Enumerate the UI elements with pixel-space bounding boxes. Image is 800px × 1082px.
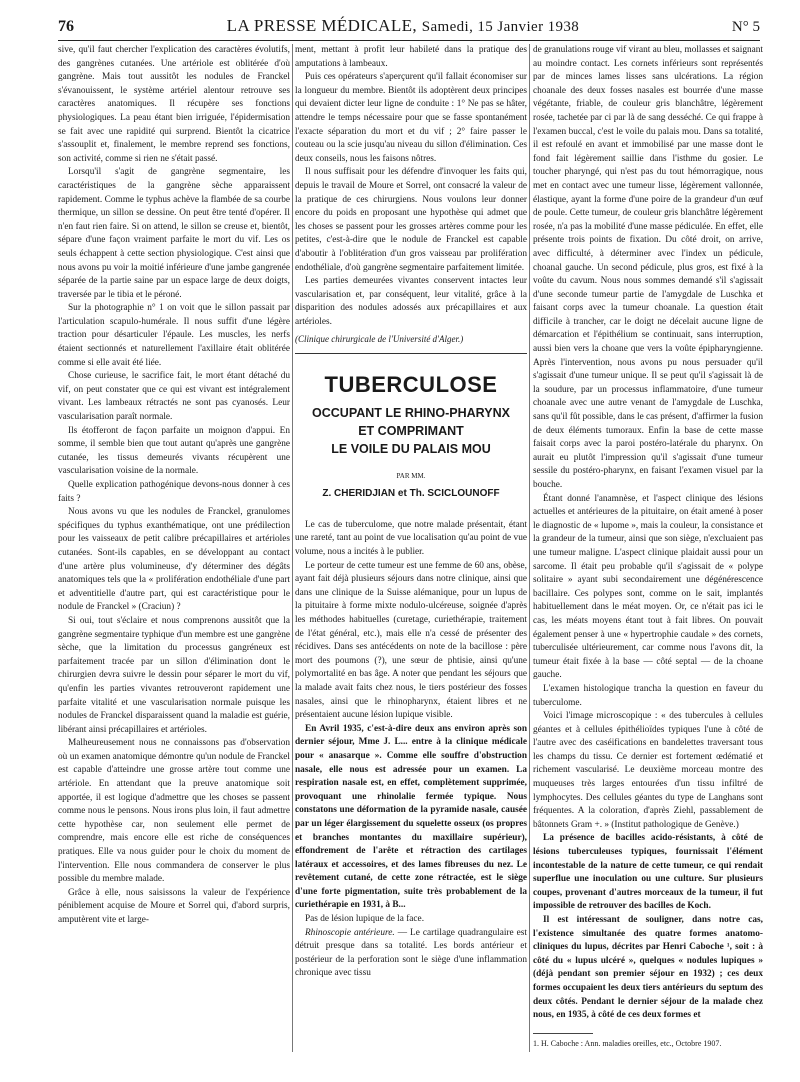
journal-title-line [227,16,580,36]
page-header [58,16,760,42]
paragraph [295,927,527,981]
journal-date: Samedi, 15 Janvier 1938 [421,19,580,35]
column-middle [295,44,527,981]
column-left [58,44,290,928]
page-number: 76 [58,18,74,35]
paragraph: Il est intéressant de souligner, dans notre cas, l'existence simultanée des quatre formes anatomo-cliniques du lupus, décrites par Henri Caboche ¹, soit : à côté du « lupus ulcéré », quelques « nodules lupiques » (déjà pendant son premier séjour en 1932) ; ces deux formes occupaient les deux tiers antérieurs du septum des deux côtés. Pendant le dernier séjour de la malade chez nous, en 1935, à côté de ces deux formes et [533,915,763,1021]
section-label: Rhinoscopie antérieure. [305,927,395,938]
paragraph: Pas de lésion lupique de la face. [305,914,425,925]
paragraph: Malheureusement nous ne connaissons pas d'observation où un examen anatomique démontre qu'un nodule de Franckel est capable d'atteindre une grosse artère tout comme une artériole. En attendant que la preuve anatomique soit apportée, il est logique d'admettre que les choses se passent comme nous le pensons. Nous irons plus loin, il faut admettre cette hypothèse car, non seulement elle permet de comprendre, mais encore elle est riche de conséquences pratiques. Elle va nous guider pour le choix du moment de l'intervention. Elle nous commandera de conserver le plus possible du membre malade. [58,738,290,885]
paragraph: Si oui, tout s'éclaire et nous comprenons aussitôt que la gangrène segmentaire typhique d'un membre est une gangrène sèche, que la limitation du processus gangréneux est parfaitement tracée par un sillon d'élimination dont le chirurgien devra suivre le dessin pour séparer le mort du vif, qu'enfin les parties vivantes retrouveront rapidement une parfaite vitalité et une vascularisation normale puisque les nodules de Franckel disparaissent quand la maladie est guérie, libérant ainsi précapillaires et artérioles. [58,615,290,735]
header-rule [58,40,760,41]
paragraph: Le porteur de cette tumeur est une femme de 60 ans, obèse, ayant fait déjà plusieurs séjours dans notre clinique, ainsi que dans une clinique de la Suisse alémanique, pour un lupus de la pituitaire à forme mixte nodulo-ulcéreuse, soignée d'après les méthodes habituelles (curetage, curiethérapie, traitement de l'état général, etc.), mais elle n'a cessé de présenter des récidives. Dans ses antécédents on note de la bacillose : père mort des poumons (?), une sœur de phtisie, ainsi qu'une polymortalité en bas âge. A noter que pendant les séjours que la malade avait faits chez nous, le tiers postérieur des fosses nasales, ainsi que le rhinopharynx, étaient libres et ne présentaient aucune lésion lupique visible. [295,560,527,721]
paragraph: En Avril 1935, c'est-à-dire deux ans environ après son dernier séjour, Mme J. L... entre à la clinique médicale pour « anasarque ». Comme elle souffre d'obstruction nasale, elle nous est adressée pour un examen. La respiration nasale est, en effet, complètement supprimée, provoquant une rhinolalie fermée typique. Nous constatons une déformation de la pyramide nasale, causée par un léger élargissement du squelette osseux (os propres et branches montantes du maxillaire supérieur), effondrement de l'arête et rétraction des cartilages latéraux et accessoires, et des lames fibreuses du nez. Le revêtement cutané, de cette zone rétractée, est le siège d'une forte pigmentation, suite très probablement de la curiethérapie en 1931, à B... [295,723,527,911]
article-subtitle: ET COMPRIMANT [358,423,464,438]
paragraph: Il nous suffisait pour les défendre d'invoquer les faits qui, depuis le travail de Moure et Sorrel, ont consacré la valeur de la pratique de ces chirurgiens. Nous voulons leur donner encore du poids en proposant une hypothèse qui admet que les choses se passent pour les grosses artères comme pour les petites, c'est-à-dire que le nodule de Franckel est capable d'aboutir à l'oblitération d'un gros vaisseau par prolifération endothéliale, d'où gangrène segmentaire parfaitement limitée. [295,167,527,273]
article-authors: Z. CHERIDJIAN et Th. SCICLOUNOFF [322,488,500,500]
paragraph: L'examen histologique trancha la question en faveur du tuberculome. [533,683,763,708]
paragraph: Étant donné l'anamnèse, et l'aspect clinique des lésions actuelles et antérieures de la pituitaire, on était amené à poser le diagnostic de « lupome », mais la couleur, la consistance et la grandeur de la tumeur, ainsi que son siège, n'excluaient pas une tumeur maligne. L'aspect clinique plaidait aussi pour un sarcome. Il était peu probable qu'il s'agissait de « polype solitaire » ayant subi secondairement une dégénérescence bacillaire. Ces polypes sont, comme on le sait, implantés habituellement dans le méat moyen. Or, ce n'était pas ici le cas, les méats moyens étant tout à fait libres. On pouvait également penser à une « hypertrophie caudale » des cornets, tuberculisée ultérieurement, car comme nous l'avons dit, la tumeur était fixée à la base — côté septal — de la choane gauche. [533,493,763,681]
paragraph: Nous avons vu que les nodules de Franckel, granulomes spécifiques du typhus exanthématique, ont une prédilection pour les vaisseaux de petit calibre précapillaires et artérioles cutanées. Sont-ils capables, en se développant au contact d'une artère plus volumineuse, d'y déterminer des dégâts anatomiques tels que la « prolifération endothéliale d'une part et adventitielle d'autre part, qui est caractéristique pour le nodule de Franckel » (Craciun) ? [58,507,290,613]
journal-title: LA PRESSE MÉDICALE, [226,16,418,35]
paragraph: Voici l'image microscopique : « des tubercules à cellules géantes et à cellules épithélioïdes typiques l'une à côté de l'autre avec des caséifications en bandelettes traversant tous les champs du tissu. Ce dernier est fortement œdématié et richement vascularisé. Le deuxième morceau montre des muqueuses très larges entourées d'un tissu infiltré de lymphocytes. Des cellules géantes du type de Langhans sont fréquentes. A la coloration, d'après Ziehl, passablement de bâtonnets Gram +. » (Institut pathologique de Genève.) [533,711,763,830]
article-heading [295,372,527,458]
paragraph: La présence de bacilles acido-résistants, à côté de lésions tuberculeuses typiques, fournissait l'élément incontestable de la nature de cette tumeur, ce qui rendait superflue une inoculation ou une culture. Sur plusieurs coupes, provenant d'autres morceaux de la tumeur, il fut impossible de retrouver des bacilles de Koch. [533,833,763,912]
article-subtitle: LE VOILE DU PALAIS MOU [331,441,491,456]
article-separator [295,353,527,354]
column-divider [529,44,530,1052]
issue-number: N° 5 [731,19,760,35]
paragraph: Le cas de tuberculome, que notre malade présentait, étant une rareté, tant au point de vue localisation qu'au point de vue volume, nous a incités à le publier. [295,519,527,558]
paragraph: Chose curieuse, le sacrifice fait, le mort étant détaché du vif, on peut constater que ce qui est vivant est intégralement vivant. Les lambeaux rétractés ne sont pas cyanosés. Leur vascularisation paraît normale. [58,371,290,423]
paragraph: Sur la photographie n° 1 on voit que le sillon passait par l'articulation scapulo-humérale. Il nous suffit d'une légère traction pour désarticuler l'épaule. Les muscles, les nerfs étaient sectionnés et naturellement l'axillaire était oblitérée comme si elle avait été liée. [58,303,290,368]
article-credit: (Clinique chirurgicale de l'Université d'Alger.) [295,334,464,345]
article-title: TUBERCULOSE [324,372,498,398]
paragraph: Les parties demeurées vivantes conservent intactes leur vascularisation et, par conséquent, leur vitalité, grâce à la disparition des nodules adossés aux précapillaires et aux artérioles. [295,276,527,327]
paragraph: Grâce à elle, nous saisissons la valeur de l'expérience péniblement acquise de Moure et Sorrel qui, d'abord surpris, amputèrent vite et large- [58,887,290,925]
footnote-rule [533,1033,593,1034]
article-subtitle: OCCUPANT LE RHINO-PHARYNX [312,405,510,420]
by-line-label: PAR MM. [396,471,426,480]
paragraph: Puis ces opérateurs s'aperçurent qu'il fallait économiser sur la longueur du membre. Bientôt ils adoptèrent deux principes qui devaient dicter leur ligne de conduite : 1° Ne pas se hâter, attendre le temps nécessaire pour que se fasse spontanément l'exacte séparation du mort et du vif ; 2° faire passer le couteau ou la scie jusqu'au niveau du sillon d'élimination. Ces deux conseils, nous les faisons nôtres. [295,72,527,164]
paragraph-text: — Le cartilage quadrangulaire est détruit presque dans sa totalité. Les bords antérieur et postérieur de la perforation sont le siège d'une inflammation chronique avec tissu [295,927,527,979]
paragraph: Ils étofferont de façon parfaite un moignon d'appui. En somme, il semble bien que tout autant qu'après une gangrène cutanée, les tissus demeurés vivants récupèrent une vascularisation voisine de la normale. [58,425,290,477]
paragraph: de granulations rouge vif virant au bleu, mollasses et saignant au moindre contact. Les cornets inférieurs sont représentés par de minces lames lisses sans ulcérations. La région choanale des deux fosses nasales est bourrée d'une masse végétante, friable, de couleur gris blanchâtre, légèrement rosée, tachetée par ci par là de sang desséché. Ce qui frappe à l'examen buccal, c'est le voile du palais mou. Dans sa totalité, il est refoulé en avant et immobilisé par une masse dont le fond fait légèrement saillie dans l'isthme du gosier. Le toucher pharyngé, qui n'est pas du tout hémorragique, nous met en contact avec une tumeur lisse, légèrement vallonnée, élastique, ayant la forme d'une poire de la grandeur d'un œuf de poule. Cette tumeur, de couleur gris blanchâtre légèrement rosée, n'a pas la mobilité d'une masse pédiculée. En effet, elle présente trois points de fixation. Du côté droit, on arrive, avec difficulté, à déterminer avec l'index un pédicule, choanal gauche. Un second pédicule, plus gros, est fixé à la voûte du cavum. Nous nous sommes demandé s'il s'agissait d'une seconde tumeur partie de l'amygdale de Luschka et faisant corps avec la tumeur choanale. La question était difficile à trancher, car le doigt ne décelait aucune ligne de démarcation et l'épithélium se continuait, sans interruption, aussi bien vers la choane que vers la voûte épipharyngienne. Après l'intervention, nous avons pu nous persuader qu'il s'agissait d'une tumeur unique. Il se peut qu'il s'agissait là de la soudure, par un processus inflammatoire, d'une tumeur choanale avec une autre venant de l'amygdale de Luschka, sans qu'il fût possible, dans le cas présent, d'affirmer la fusion de deux éléments tumoraux. Enfin la base de cette masse faisait corps avec la paroi postéro-latérale du pharynx. On aurait eu plutôt l'impression qu'il s'agissait d'une tumeur sessile du postéro-pharynx, en faisant l'examen visuel par la bouche. [533,45,763,490]
column-divider [292,44,293,1052]
paragraph: sive, qu'il faut chercher l'explication des caractères évolutifs, des gangrènes cutanées. Une artériole est oblitérée d'où gangrène. Mais tout aussitôt les nodules de Franckel s'évanouissent, le système artériel alentour retrouve ses caractères anatomiques. Il récupère ses fonctions physiologiques. La peau étant bien irriguée, l'épidermisation se fait avec une rapidité qui surprend. Bientôt la cicatrice s'assouplit et, finalement, le membre reprend ses fonctions, son activité, comme si rien ne s'était passé. [58,45,290,164]
footnote: 1. H. Caboche : Ann. maladies oreilles, etc., Octobre 1907. [533,1038,722,1048]
paragraph: Lorsqu'il s'agit de gangrène segmentaire, les caractéristiques de la gangrène sèche apparaissent rapidement. Comme le typhus achève la flambée de sa courbe thermique, un sillon se dessine. On peut être tenté d'opérer. Il n'en faut rien faire. Si on attend, le sillon se creuse et, bientôt, sépare d'une façon vraiment parfaite le mort du vif. Les os seuls échappent à cette section physiologique. C'est ainsi que nous avons pu voir la moitié inférieure d'une jambe gangrenée séparée de la partie saine par un espace large de deux doigts, traversée par le tibia et le péroné. [58,167,290,300]
paragraph: ment, mettant à profit leur habileté dans la pratique des amputations à lambeaux. [295,45,527,69]
paragraph: Quelle explication pathogénique devons-nous donner à ces faits ? [58,480,290,504]
column-right [533,44,763,1049]
